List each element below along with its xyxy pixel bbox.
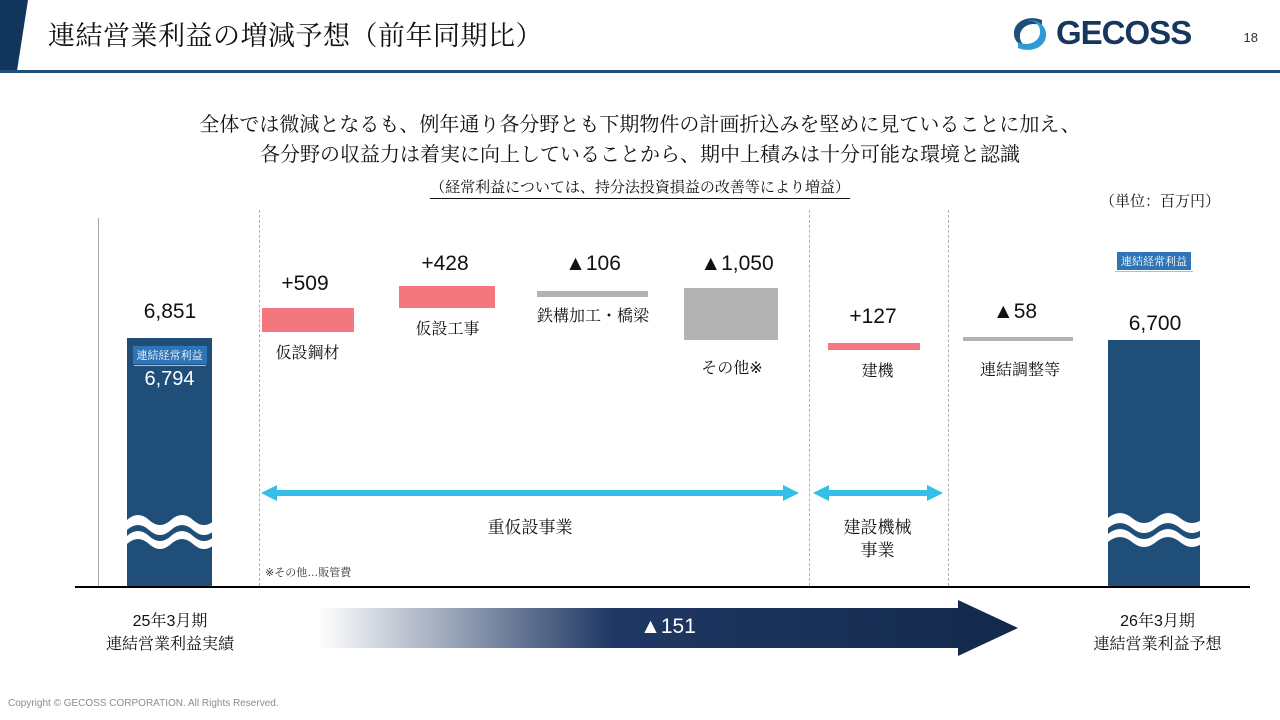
segment-arrow-construction-machinery <box>813 484 943 502</box>
value-label-1: +509 <box>281 272 329 295</box>
axis-label-right-line1: 26年3月期 <box>1120 613 1195 630</box>
segment-label-construction-machinery-2: 事業 <box>860 541 895 560</box>
separator-dash-1 <box>259 210 260 586</box>
axis-label-left-line2: 連結営業利益実績 <box>105 636 234 653</box>
axis-label-left-line1: 25年3月期 <box>132 613 208 630</box>
bar-increase-5 <box>828 343 920 350</box>
category-label-1: 仮設鋼材 <box>275 345 340 362</box>
chart-baseline <box>75 586 1250 588</box>
bar-decrease-3 <box>537 291 648 297</box>
unit-note: （単位：百万円） <box>1099 193 1220 210</box>
bar-increase-1 <box>262 308 354 332</box>
value-label-total-right: 6,700 <box>1128 312 1182 335</box>
axis-break-squiggle-left <box>127 510 212 552</box>
value-label-5: +127 <box>849 305 897 328</box>
page-number: 18 <box>1243 30 1258 45</box>
axis-label-right <box>1065 610 1250 656</box>
axis-label-right-line2: 連結営業利益予想 <box>1093 636 1222 653</box>
value-label-2: +428 <box>421 252 469 275</box>
bar-decrease-6 <box>963 337 1073 341</box>
badge-right-title: 連結経常利益 <box>1117 252 1191 270</box>
category-label-3: 鉄構加工・橋梁 <box>536 308 649 325</box>
axis-label-left <box>80 610 260 656</box>
bar-increase-2 <box>399 286 495 308</box>
badge-left-value: 6,794 <box>144 368 195 390</box>
segment-label-heavy-temporary: 重仮設事業 <box>487 518 573 537</box>
segment-label-construction-machinery-1: 建設機械 <box>843 518 912 537</box>
category-label-5: 建機 <box>861 363 894 380</box>
value-label-3: ▲106 <box>565 252 621 275</box>
axis-break-squiggle-right <box>1108 508 1200 550</box>
lead-line-3: （経常利益については、持分法投資損益の改善等により増益） <box>430 176 850 199</box>
bar-decrease-4 <box>684 288 778 340</box>
value-label-total-left: 6,851 <box>143 300 197 323</box>
value-label-4: ▲1,050 <box>700 252 774 275</box>
footnote: ※その他…販管費 <box>265 567 352 579</box>
category-label-4: その他※ <box>701 360 763 377</box>
badge-right-rule <box>1115 271 1193 272</box>
page-title: 連結営業利益の増減予想（前年同期比） <box>48 21 543 51</box>
category-label-2: 仮設工事 <box>415 321 480 338</box>
category-label-6: 連結調整等 <box>979 362 1060 379</box>
badge-left-title: 連結経常利益 <box>133 346 207 364</box>
badge-right-value: 7,000 <box>1128 274 1180 296</box>
value-label-6: ▲58 <box>992 300 1038 323</box>
badge-right <box>1108 252 1200 297</box>
badge-left-rule <box>134 365 206 366</box>
net-change-label: ▲151 <box>640 615 696 638</box>
logo-wordmark: GECOSS <box>1056 14 1192 51</box>
segment-arrow-heavy-temporary <box>261 484 799 502</box>
lead-line-2: 各分野の収益力は着実に向上していることから、期中上積みは十分可能な環境と認識 <box>260 144 1020 166</box>
lead-line-1: 全体では微減となるも、例年通り各分野とも下期物件の計画折込みを堅めに見ていることに加え、 <box>199 114 1081 136</box>
copyright-notice: Copyright © GECOSS CORPORATION. All Rights Reserved. <box>8 698 279 709</box>
chart-y-axis <box>98 218 99 586</box>
badge-left <box>127 346 212 391</box>
